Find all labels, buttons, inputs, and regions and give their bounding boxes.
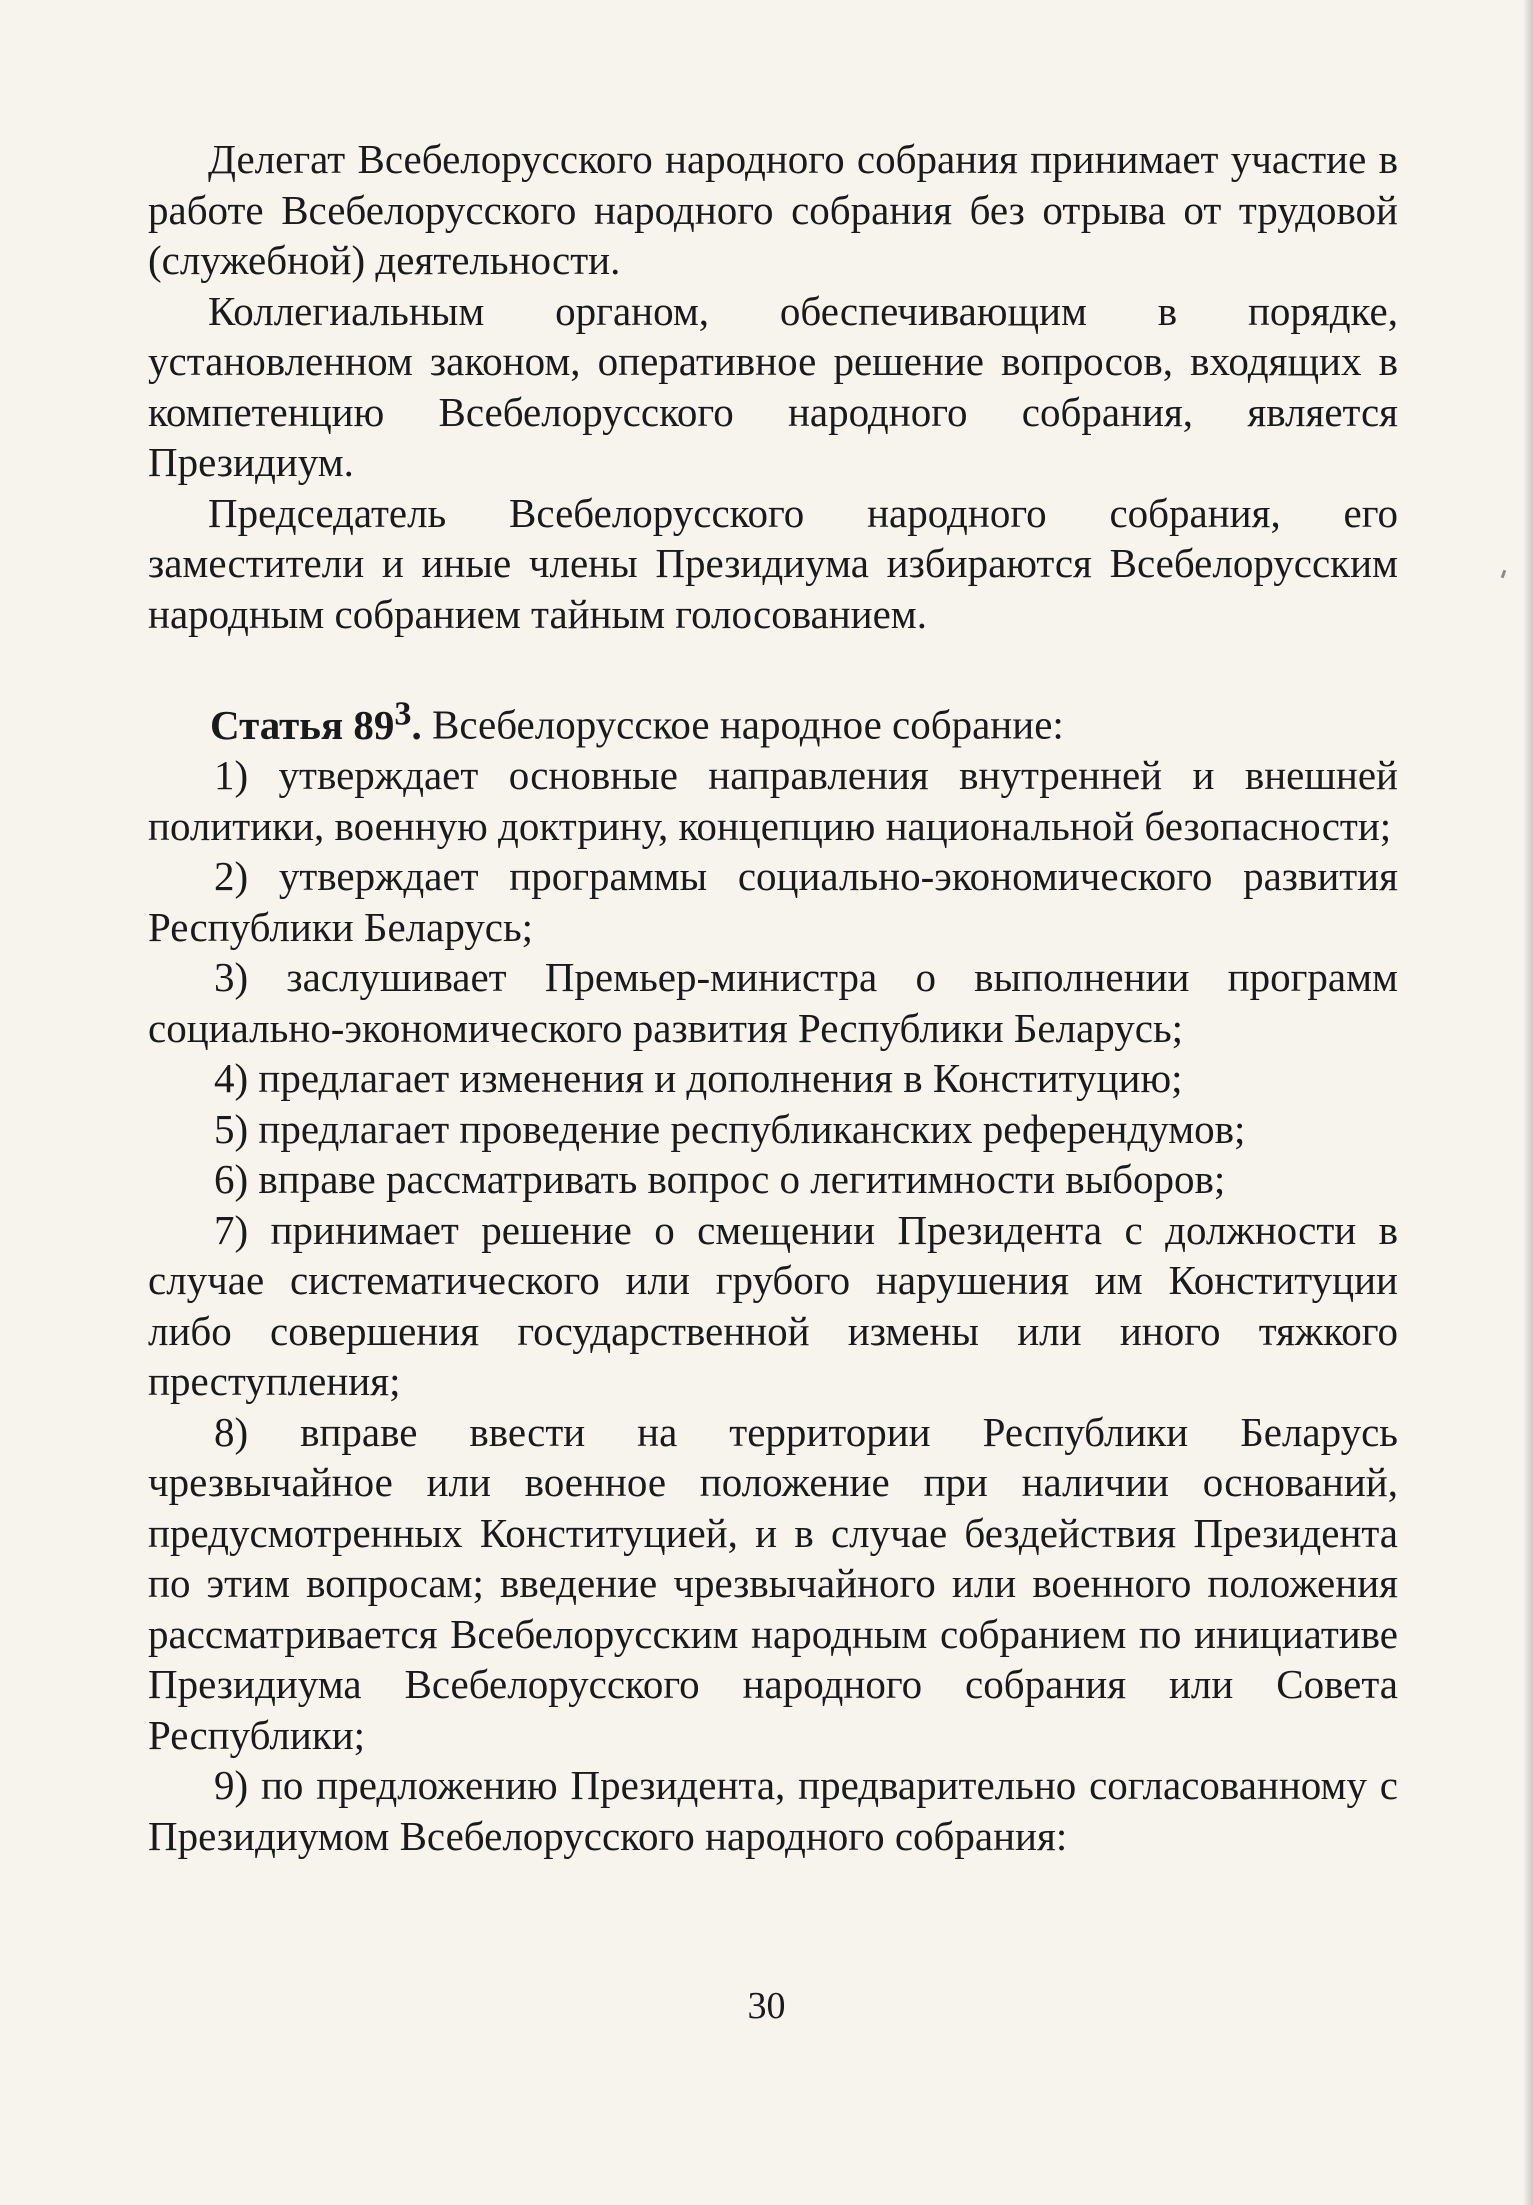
list-item: 8) вправе ввести на территории Республики Беларусь чрезвычайное или военное положение при наличии оснований, предусмотренных Конституцией, и в случае бездействия Президента по этим вопросам; введение чрезвычайного или военного положения рассматривается Всебелорусским народным собранием по инициативе Президиума Всебелорусского народного собрания или Совета Республики;	[148, 1408, 1398, 1758]
paragraph-delegate: Делегат Всебелорусского народного собрания принимает участие в работе Всебелорусского народного собрания без отрыва от трудовой (служебной) деятельности.	[148, 136, 1398, 283]
list-item: 5) предлагает проведение республиканских референдумов;	[214, 1105, 1246, 1152]
article-spacer	[148, 639, 1398, 689]
scan-speck	[1501, 570, 1507, 579]
article-superscript: 3	[394, 695, 412, 732]
body-text	[148, 134, 1398, 1861]
article-label-suffix: .	[411, 701, 422, 748]
paragraph-chairman: Председатель Всебелорусского народного собрания, его заместители и иные члены Президиума избираются Всебелорусским народным собранием тайным голосованием.	[148, 489, 1398, 637]
article-heading	[148, 689, 1398, 750]
article-title: Всебелорусское народное собрание:	[421, 701, 1064, 748]
list-item: 4) предлагает изменения и дополнения в Конституцию;	[214, 1055, 1183, 1102]
list-item: 6) вправе рассматривать вопрос о легитимности выборов;	[214, 1156, 1226, 1203]
article-number: Статья 89	[210, 701, 395, 748]
list-item: 1) утверждает основные направления внутренней и внешней политики, военную доктрину, концепцию национальной безопасности;	[148, 752, 1398, 849]
article-label	[210, 695, 422, 748]
list-item: 7) принимает решение о смещении Президента с должности в случае систематического или грубого нарушения им Конституции либо совершения государственной измены или иного тяжкого преступления;	[148, 1206, 1398, 1405]
paragraph-presidium: Коллегиальным органом, обеспечивающим в порядке, установленном законом, оперативное решение вопросов, входящих в компетенцию Всебелорусского народного собрания, является Президиум.	[148, 287, 1398, 485]
list-item: 3) заслушивает Премьер-министра о выполнении программ социально-экономического развития Республики Беларусь;	[148, 954, 1398, 1051]
list-item: 9) по предложению Президента, предварительно согласованному с Президиумом Всебелорусского народного собрания:	[148, 1762, 1398, 1859]
page-number: 30	[747, 1985, 786, 2027]
list-item: 2) утверждает программы социально-экономического развития Республики Беларусь;	[148, 853, 1398, 950]
